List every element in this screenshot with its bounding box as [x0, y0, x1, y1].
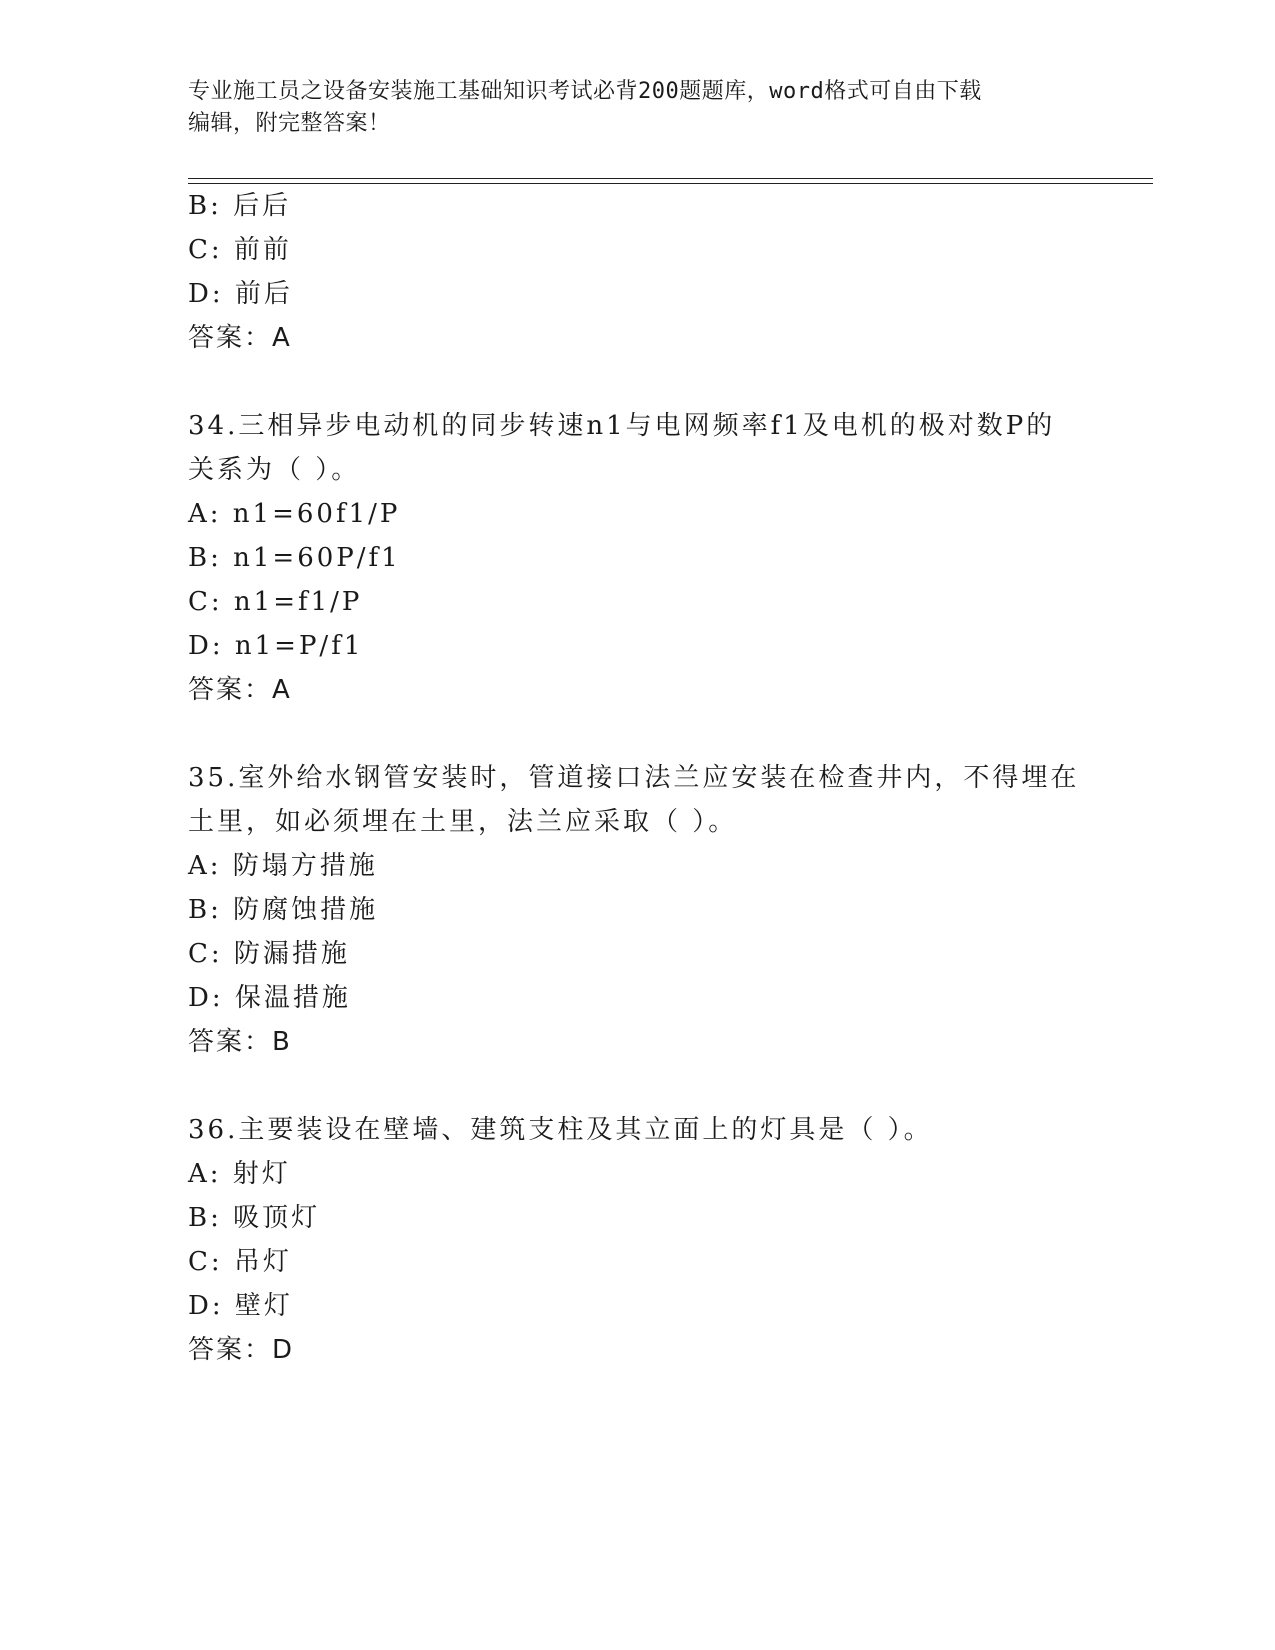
question-35-option-b: B: 防腐蚀措施 — [188, 895, 379, 925]
question-35-option-a: A: 防塌方措施 — [188, 851, 378, 881]
prev-option-c: C: 前前 — [188, 235, 292, 265]
document-header — [188, 76, 1088, 140]
prev-option-b: B: 后后 — [188, 191, 292, 221]
question-34-answer: 答案：A — [188, 675, 292, 705]
question-34-option-a: A: n1=60f1/P — [188, 499, 401, 529]
question-36-option-d: D: 壁灯 — [188, 1291, 293, 1321]
header-divider-bottom — [188, 183, 1153, 184]
question-36-option-b: B: 吸顶灯 — [188, 1203, 321, 1233]
question-34-stem-line-2: 关系为（ ）。 — [188, 455, 361, 485]
question-36-answer: 答案：D — [188, 1335, 295, 1365]
question-34-option-d: D: n1=P/f1 — [188, 631, 364, 661]
question-34-option-c: C: n1=f1/P — [188, 587, 363, 617]
header-line-2: 编辑，附完整答案！ — [188, 111, 391, 136]
question-35-option-c: C: 防漏措施 — [188, 939, 350, 969]
prev-option-d: D: 前后 — [188, 279, 293, 309]
question-35-answer: 答案：B — [188, 1027, 292, 1057]
question-36-stem-line-1: 36.主要装设在壁墙、建筑支柱及其立面上的灯具是（ ）。 — [188, 1115, 933, 1145]
question-35-option-d: D: 保温措施 — [188, 983, 351, 1013]
header-divider-top — [188, 178, 1153, 179]
header-line-1: 专业施工员之设备安装施工基础知识考试必背200题题库，word格式可自由下载 — [188, 79, 982, 104]
question-34-stem-line-1: 34.三相异步电动机的同步转速n1与电网频率f1及电机的极对数P的 — [188, 411, 1056, 441]
question-35-stem-line-1: 35.室外给水钢管安装时，管道接口法兰应安装在检查井内，不得埋在 — [188, 763, 1080, 793]
question-34-option-b: B: n1=60P/f1 — [188, 543, 401, 573]
question-35-stem-line-2: 土里，如必须埋在土里，法兰应采取（ ）。 — [188, 807, 738, 837]
prev-answer: 答案：A — [188, 323, 292, 353]
question-36-option-a: A: 射灯 — [188, 1159, 291, 1189]
question-36-option-c: C: 吊灯 — [188, 1247, 292, 1277]
